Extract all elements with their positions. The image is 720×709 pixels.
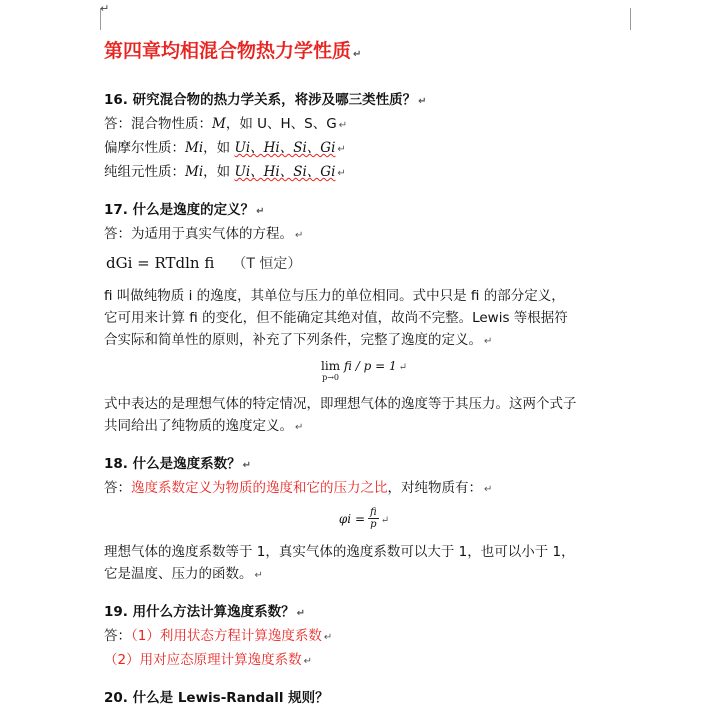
fraction-numerator: fi: [370, 507, 377, 518]
q16-pure-label: 纯组元性质：: [104, 164, 185, 180]
q16-partial-symbol: Mi: [185, 140, 204, 156]
q17-answer: 答：为适用于真实气体的方程。 ↵: [104, 226, 304, 242]
q17-p1-line2-text: 它可用来计算 fi 的变化，但不能确定其绝对值，故尚不完整。Lewis 等根据符: [104, 310, 568, 326]
chapter-title: 第四章均相混合物热力学性质 ↵: [104, 40, 362, 62]
q17-paragraph-1-line-3: 合实际和简单性的原则，补充了下列条件，完整了逸度的定义。 ↵: [104, 332, 493, 348]
q17-paragraph-2-line-2: 共同给出了纯物质的逸度定义。 ↵: [104, 418, 304, 434]
q18-p-line1-text: 理想气体的逸度系数等于 1，真实气体的逸度系数可以大于 1，也可以小于 1，: [104, 544, 575, 560]
question-17-text: 17. 什么是逸度的定义？: [104, 202, 255, 218]
fraction-denominator: p: [370, 519, 377, 530]
fugacity-formula: [106, 253, 624, 279]
q17-p1-line1-text: fi 叫做纯物质 i 的逸度，其单位与压力的单位相同。式中只是 fi 的部分定义，: [104, 288, 565, 304]
q19-item-1-text: （1）利用状态方程计算逸度系数: [131, 628, 322, 644]
question-18: 18. 什么是逸度系数？ ↵: [104, 456, 252, 472]
q18-answer-suffix: ，对纯物质有：: [387, 480, 482, 496]
q16-pure-items: Ui、Hi、Si、Gi: [234, 164, 336, 180]
q17-p1-line3-text: 合实际和简单性的原则，补充了下列条件，完整了逸度的定义。: [104, 332, 482, 348]
q17-p2-line2-text: 共同给出了纯物质的逸度定义。: [104, 418, 293, 434]
q18-paragraph-line-2: 它是温度、压力的函数。 ↵: [104, 566, 263, 582]
question-16-text: 16. 研究混合物的热力学关系，将涉及哪三类性质？: [104, 92, 417, 108]
q16-pure-symbol: Mi: [185, 164, 204, 180]
fugacity-formula-text: dGi = RTdln fi: [106, 254, 215, 272]
chapter-title-text: 第四章均相混合物热力学性质: [104, 40, 352, 62]
fugacity-formula-condition: （T 恒定）: [232, 256, 302, 272]
question-19: 19. 用什么方法计算逸度系数？ ↵: [104, 604, 306, 620]
fraction: [368, 507, 379, 530]
q19-item-2-text: （2）用对应态原理计算逸度系数: [104, 652, 302, 668]
q18-paragraph-line-1: [104, 541, 624, 563]
q17-paragraph-2-line-1: [104, 393, 624, 415]
phi-symbol: φi =: [338, 511, 366, 526]
fugacity-coefficient-formula: φi = $\frac{fi}{p}$ ↵: [338, 507, 390, 530]
question-20-partial: [104, 687, 624, 709]
question-16: 16. 研究混合物的热力学关系，将涉及哪三类性质？ ↵: [104, 92, 427, 108]
question-19-text: 19. 用什么方法计算逸度系数？: [104, 604, 295, 620]
q16-mix-text: ，如 U、H、S、G: [225, 116, 337, 132]
q16-partial-label: 偏摩尔性质：: [104, 140, 185, 156]
q16-pure-text: ，如: [203, 164, 235, 180]
q16-partial-text: ，如: [203, 140, 235, 156]
q16-answer-line-1: 答：混合物性质：M，如 U、H、S、G ↵: [104, 116, 348, 132]
q18-p-line2-text: 它是温度、压力的函数。: [104, 566, 253, 582]
q17-answer-text: 答：为适用于真实气体的方程。: [104, 226, 293, 242]
q16-partial-items: Ui、Hi、Si、Gi: [234, 140, 336, 156]
question-18-text: 18. 什么是逸度系数？: [104, 456, 241, 472]
q17-paragraph-1-line-1: [104, 285, 624, 307]
q16-mix-symbol: M: [212, 116, 226, 132]
limit-expression: fi / p = 1: [343, 359, 397, 373]
q18-answer-highlight: 逸度系数定义为物质的逸度和它的压力之比: [131, 480, 388, 496]
q19-answer-item-2: （2）用对应态原理计算逸度系数 ↵: [104, 652, 312, 668]
q19-answer-item-1: 答：（1）利用状态方程计算逸度系数 ↵: [104, 628, 333, 644]
q17-paragraph-1-line-2: [104, 307, 624, 329]
q18-answer: 答：逸度系数定义为物质的逸度和它的压力之比，对纯物质有： ↵: [104, 480, 493, 496]
limit-subscript: p→0: [322, 373, 339, 382]
limit-formula: lim p→0 fi / p = 1 ↵: [321, 359, 407, 382]
q16-answer-line-3: 纯组元性质：Mi，如 Ui、Hi、Si、Gi ↵: [104, 164, 346, 180]
paragraph-mark-icon: ↵: [100, 2, 110, 15]
q19-answer-prefix: 答：: [104, 628, 131, 644]
q18-answer-prefix: 答：: [104, 480, 131, 496]
q16-answer-prefix: 答：混合物性质：: [104, 116, 212, 132]
page-corner-marker-left: [100, 8, 101, 30]
document-page: [104, 36, 624, 709]
q16-answer-line-2: 偏摩尔性质：Mi，如 Ui、Hi、Si、Gi ↵: [104, 140, 346, 156]
question-20-text: 20. 什么是 Lewis-Randall 规则？: [104, 690, 329, 706]
page-corner-marker-right: [630, 8, 631, 30]
limit-operator: [321, 359, 340, 382]
limit-label: lim: [321, 359, 341, 373]
question-17: 17. 什么是逸度的定义？ ↵: [104, 202, 265, 218]
q17-p2-line1-text: 式中表达的是理想气体的特定情况，即理想气体的逸度等于其压力。这两个式子: [104, 396, 577, 412]
